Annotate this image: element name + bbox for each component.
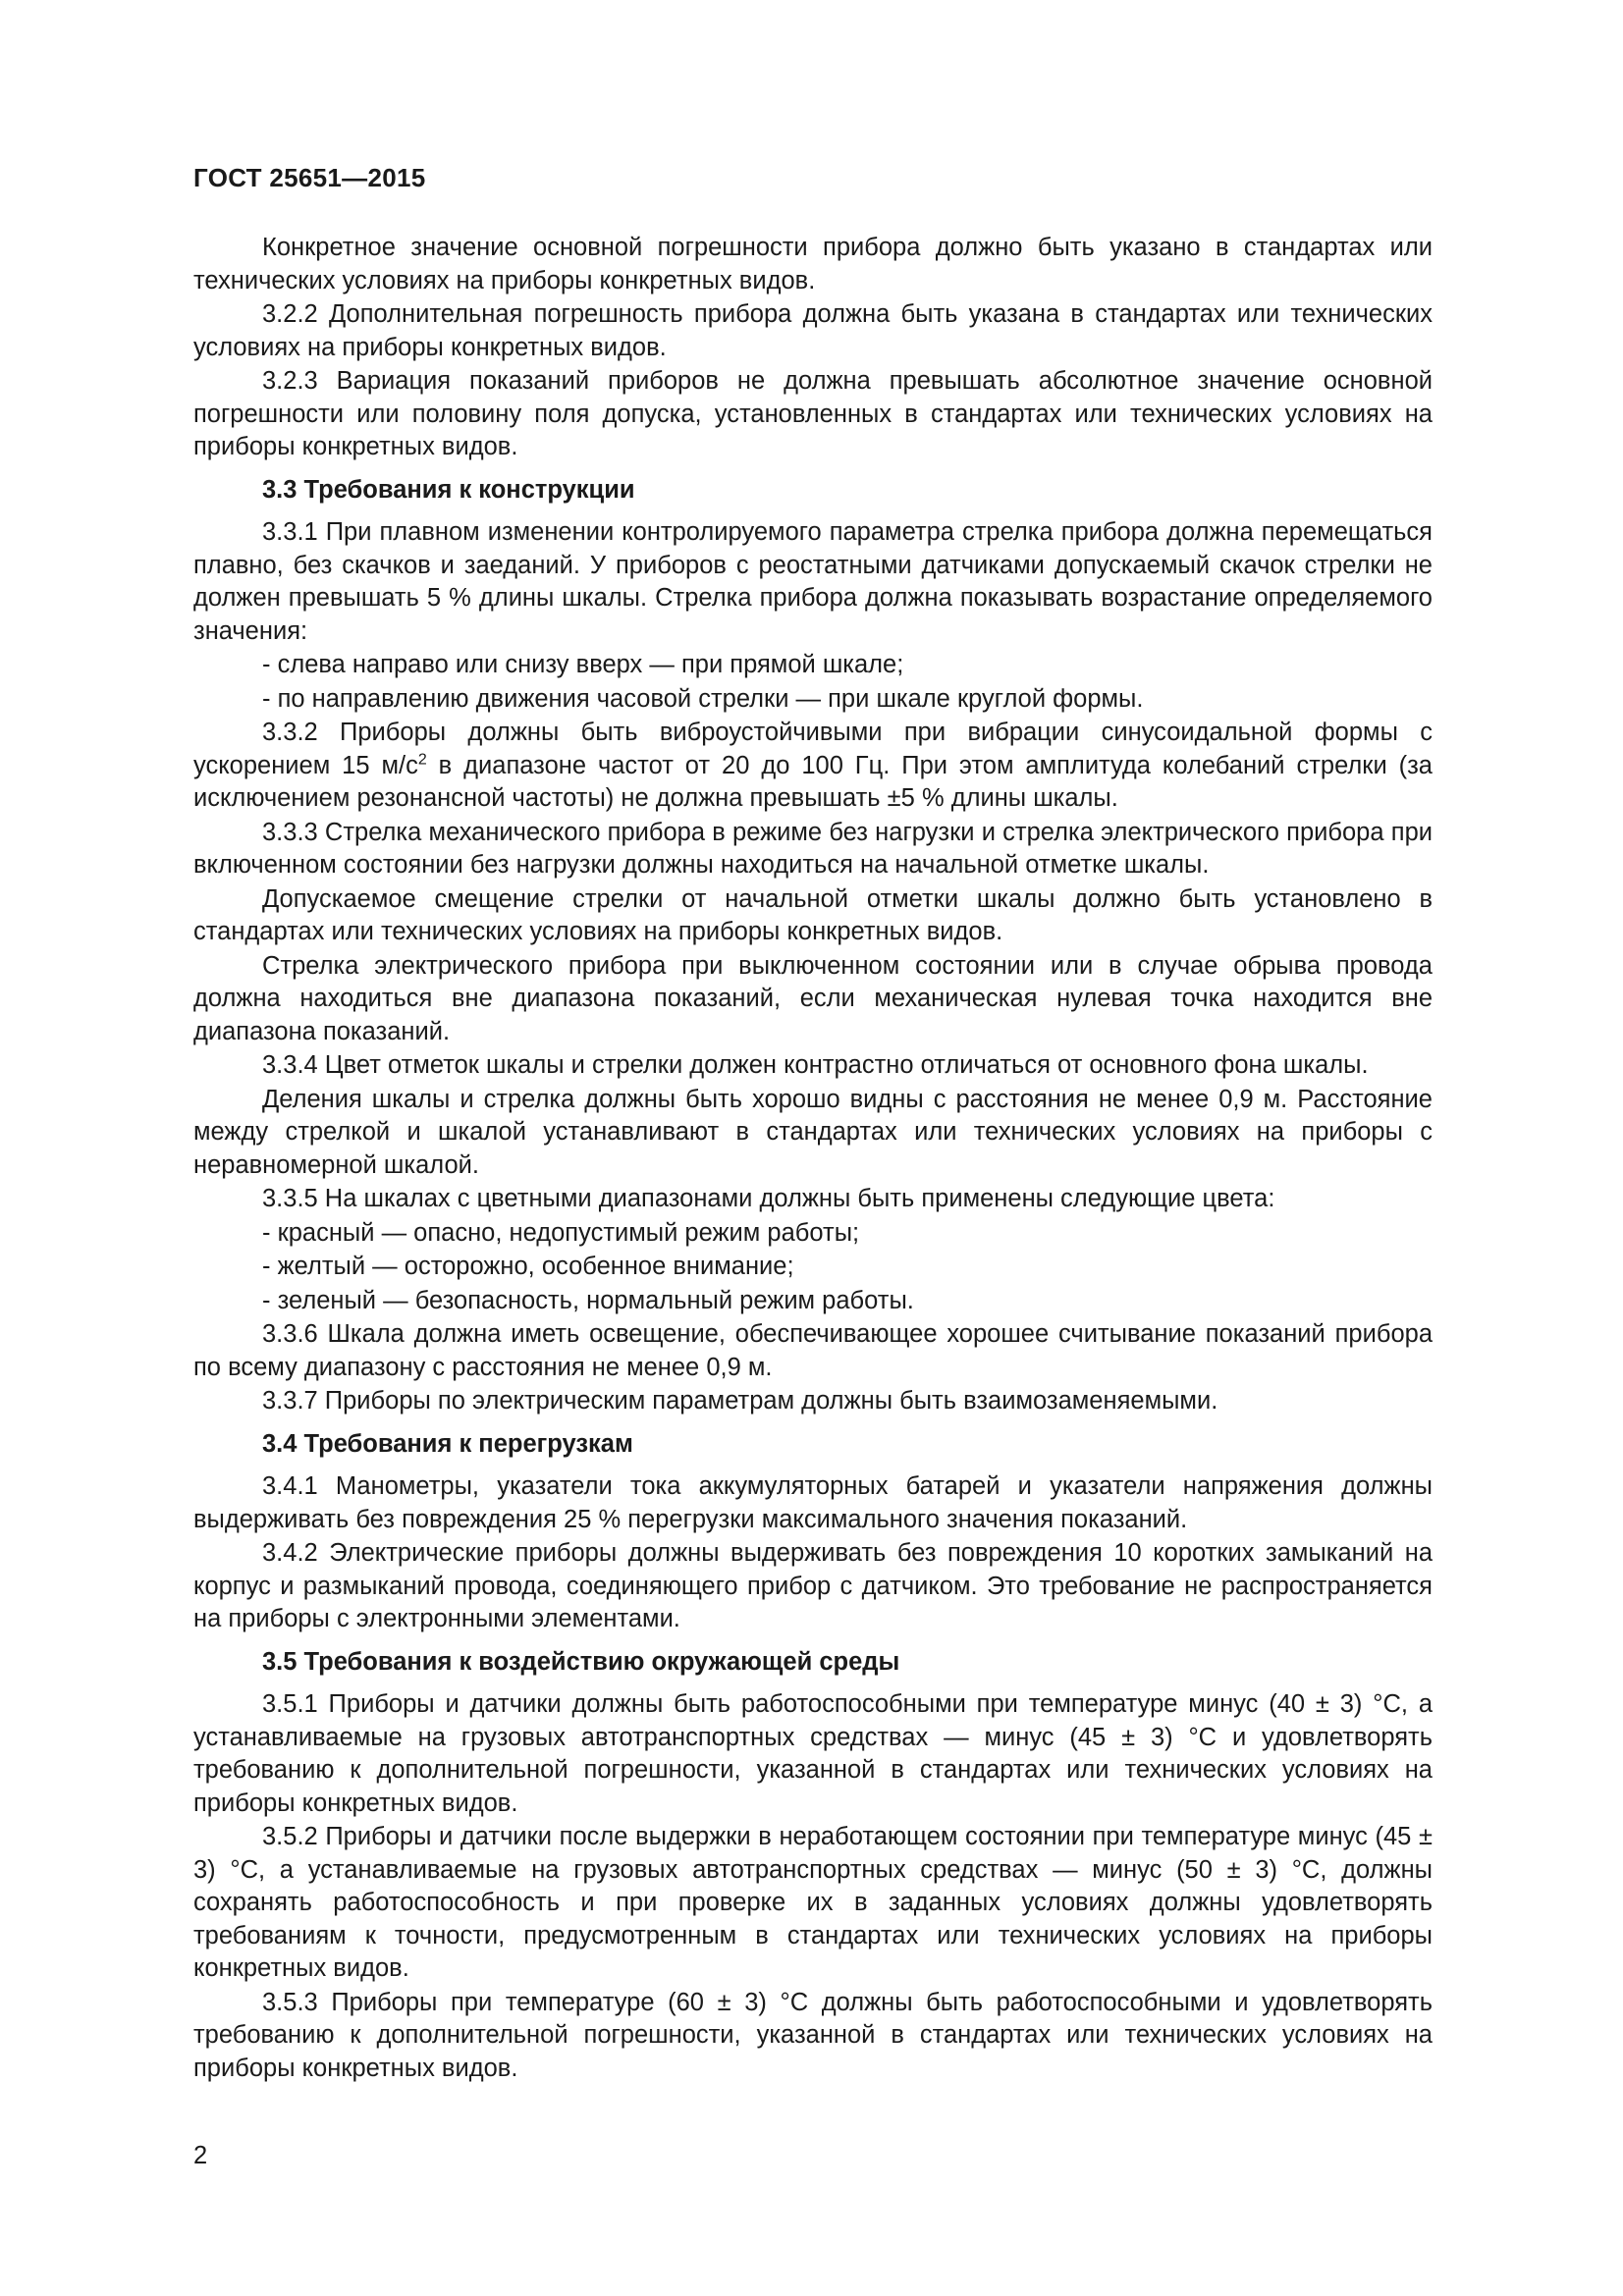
document-header: ГОСТ 25651—2015 (193, 163, 426, 192)
paragraph (193, 717, 1433, 816)
paragraph: 3.4.2 Электрические приборы должны выдерживать без повреждения 10 коротких замыканий на корпус и размыканий провода, соединяющего прибор с датчиком. Это требование не распространяется на приборы с электронными элементами. (193, 1539, 1433, 1632)
paragraph: Конкретное значение основной погрешности прибора должно быть указано в стандартах или технических условиях на приборы конкретных видов. (193, 234, 1433, 294)
paragraph-text: в диапазоне частот от 20 до 100 Гц. При этом амплитуда колебаний стрелки (за исключением резонансной частоты) не должна превышать ±5 % длины шкалы. (193, 751, 1433, 812)
paragraph: Деления шкалы и стрелка должны быть хорошо видны с расстояния не менее 0,9 м. Расстояние между стрелкой и шкалой устанавливают в стандартах или технических условиях на приборы с неравномерной шкалой. (193, 1085, 1433, 1179)
paragraph: 3.2.2 Дополнительная погрешность прибора должна быть указана в стандартах или технических условиях на приборы конкретных видов. (193, 300, 1433, 361)
paragraph: Стрелка электрического прибора при выключенном состоянии или в случае обрыва провода должна находиться вне диапазона показаний, если механическая нулевая точка находится вне диапазона показаний. (193, 951, 1433, 1045)
paragraph: 3.3.1 При плавном изменении контролируемого параметра стрелка прибора должна перемещаться плавно, без скачков и заеданий. У приборов с реостатными датчиками допускаемый скачок стрелки не должен превышать 5 % длины шкалы. Стрелка прибора должна показывать возрастание определяемого значения: (193, 518, 1433, 645)
paragraph: 3.4.1 Манометры, указатели тока аккумуляторных батарей и указатели напряжения должны выдерживать без повреждения 25 % перегрузки максимального значения показаний. (193, 1472, 1433, 1533)
section-heading-3-3: 3.3 Требования к конструкции (262, 475, 635, 504)
superscript: 2 (417, 751, 427, 768)
list-item: - слева направо или снизу вверх — при прямой шкале; (262, 651, 904, 678)
list-item: - красный — опасно, недопустимый режим работы; (262, 1218, 860, 1247)
paragraph: 3.2.3 Вариация показаний приборов не должна превышать абсолютное значение основной погрешности или половину поля допуска, установленных в стандартах или технических условиях на приборы конкретных видов. (193, 367, 1433, 460)
paragraph-text: 3.3.2 Приборы должны быть виброустойчивыми при вибрации синусоидальной формы с ускорением 15 м/с (193, 719, 1433, 779)
paragraph: 3.5.2 Приборы и датчики после выдержки в неработающем состоянии при температуре минус (45 ± 3) °С, а устанавливаемые на грузовых автотранспортных средствах — минус (50 ± 3) °С, должны сохранять работоспособность и при проверке их в заданных условиях должны удовлетворять требованиям к точности, предусмотренным в стандартах или технических условиях на приборы конкретных видов. (193, 1823, 1433, 1982)
section-heading-3-4: 3.4 Требования к перегрузкам (262, 1429, 633, 1458)
paragraph: 3.3.7 Приборы по электрическим параметрам должны быть взаимозаменяемыми. (262, 1387, 1218, 1415)
paragraph: Допускаемое смещение стрелки от начальной отметки шкалы должно быть установлено в стандартах или технических условиях на приборы конкретных видов. (193, 884, 1433, 945)
paragraph: 3.3.5 На шкалах с цветными диапазонами должны быть применены следующие цвета: (262, 1185, 1275, 1212)
paragraph: 3.5.3 Приборы при температуре (60 ± 3) °С должны быть работоспособными и удовлетворять требованию к дополнительной погрешности, указанной в стандартах или технических условиях на приборы конкретных видов. (193, 1988, 1433, 2082)
document-body (193, 232, 1433, 2086)
list-item: - желтый — осторожно, особенное внимание; (262, 1253, 794, 1280)
page-number: 2 (193, 2142, 208, 2169)
section-heading-3-5: 3.5 Требования к воздействию окружающей среды (262, 1647, 900, 1676)
paragraph: 3.3.6 Шкала должна иметь освещение, обеспечивающее хорошее считывание показаний прибора по всему диапазону с расстояния не менее 0,9 м. (193, 1320, 1433, 1381)
list-item: - по направлению движения часовой стрелки — при шкале круглой формы. (262, 684, 1144, 713)
list-item: - зеленый — безопасность, нормальный режим работы. (262, 1286, 914, 1314)
paragraph: 3.5.1 Приборы и датчики должны быть работоспособными при температуре минус (40 ± 3) °С, а устанавливаемые на грузовых автотранспортных средствах — минус (45 ± 3) °С и удовлетворять требованию к дополнительной погрешности, указанной в стандартах или технических условиях на приборы конкретных видов. (193, 1690, 1433, 1817)
paragraph: 3.3.4 Цвет отметок шкалы и стрелки должен контрастно отличаться от основного фона шкалы. (262, 1051, 1369, 1079)
paragraph: 3.3.3 Стрелка механического прибора в режиме без нагрузки и стрелка электрического прибора при включенном состоянии без нагрузки должны находиться на начальной отметке шкалы. (193, 818, 1433, 879)
